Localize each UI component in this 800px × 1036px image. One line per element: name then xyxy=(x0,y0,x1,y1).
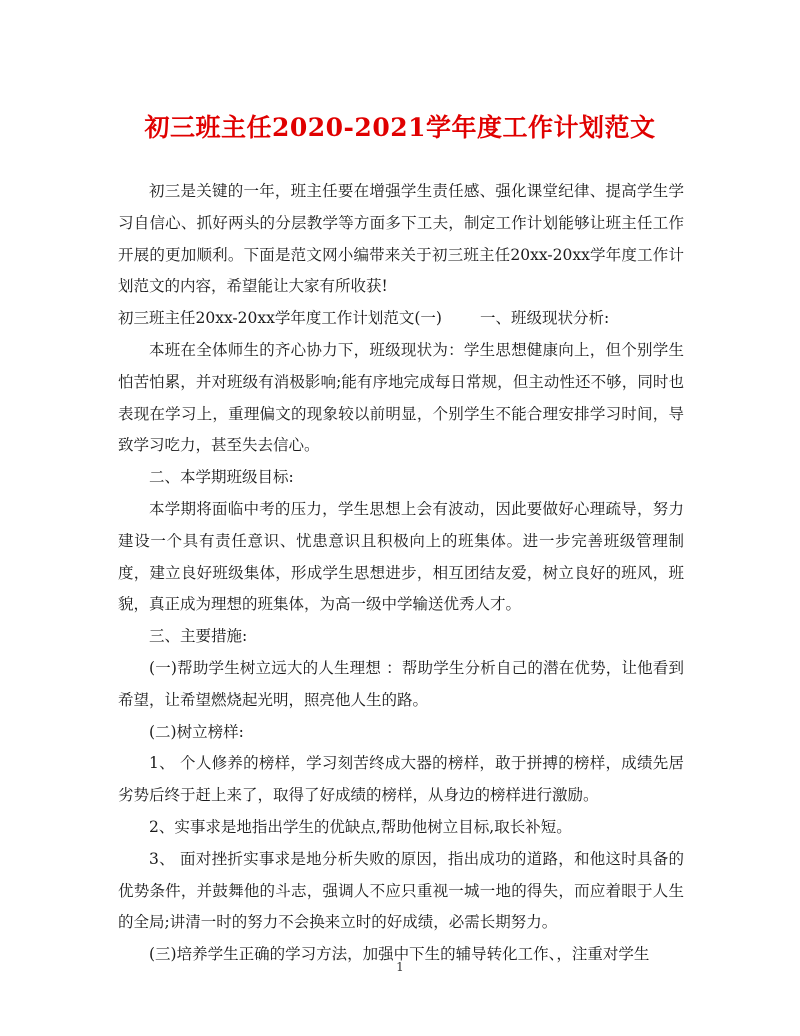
paragraph-section-heading xyxy=(118,303,684,335)
section-title: 初三班主任20xx-20xx学年度工作计划范文(一) xyxy=(118,309,442,328)
paragraph-heading-measures: 三、主要措施: xyxy=(149,627,248,646)
page-number: 1 xyxy=(396,960,404,974)
paragraph-item-2: 2、实事求是地指出学生的优缺点,帮助他树立目标,取长补短。 xyxy=(149,817,572,836)
paragraph-class-status: 本班在全体师生的齐心协力下，班级现状为：学生思想健康向上，但个别学生怕苦怕累，并对班级有消极影响;能有序地完成每日常规，但主动性还不够，同时也表现在学习上，重理偏文的现象较以前明显，个别学生不能合理安排学习时间，导致学习吃力，甚至失去信心。 xyxy=(118,340,684,455)
paragraph-measure-1: (一)帮助学生树立远大的人生理想 ：帮助学生分析自己的潜在优势，让他看到希望，让希望燃烧起光明，照亮他人生的路。 xyxy=(118,658,684,709)
document-title: 初三班主任2020-2021学年度工作计划范文 xyxy=(144,113,656,142)
paragraph-measure-3: (三)培养学生正确的学习方法，加强中下生的辅导转化工作、，注重对学生 xyxy=(149,945,650,964)
paragraph-item-1: 1、 个人修养的榜样，学习刻苦终成大器的榜样，敢于拼搏的榜样，成绩先居劣势后终于赶上来了，取得了好成绩的榜样，从身边的榜样进行激励。 xyxy=(118,754,684,805)
document-body xyxy=(118,176,684,971)
paragraph-heading-goals: 二、本学期班级目标: xyxy=(149,468,294,487)
paragraph-intro: 初三是关键的一年，班主任要在增强学生责任感、强化课堂纪律、提高学生学习自信心、抓好两头的分层教学等方面多下工夫，制定工作计划能够让班主任工作开展的更加顺利。下面是范文网小编带来关于初三班主任20xx-20xx学年度工作计划范文的内容，希望能让大家有所收获! xyxy=(118,182,684,296)
paragraph-measure-2-heading: (二)树立榜样: xyxy=(149,722,244,741)
paragraph-item-3: 3、 面对挫折实事求是地分析失败的原因，指出成功的道路，和他这时具备的优势条件，并鼓舞他的斗志，强调人不应只重视一城一地的得失，而应着眼于人生的全局;讲清一时的努力不会换来立时的好成绩，必需长期努力。 xyxy=(118,849,684,932)
section-subheading: 一、班级现状分析: xyxy=(479,309,610,328)
paragraph-goals: 本学期将面临中考的压力，学生思想上会有波动，因此要做好心理疏导，努力建设一个具有责任意识、忧患意识且积极向上的班集体。进一步完善班级管理制度，建立良好班级集体，形成学生思想进步，相互团结友爱，树立良好的班风，班貌，真正成为理想的班集体，为高一级中学输送优秀人才。 xyxy=(118,499,684,614)
